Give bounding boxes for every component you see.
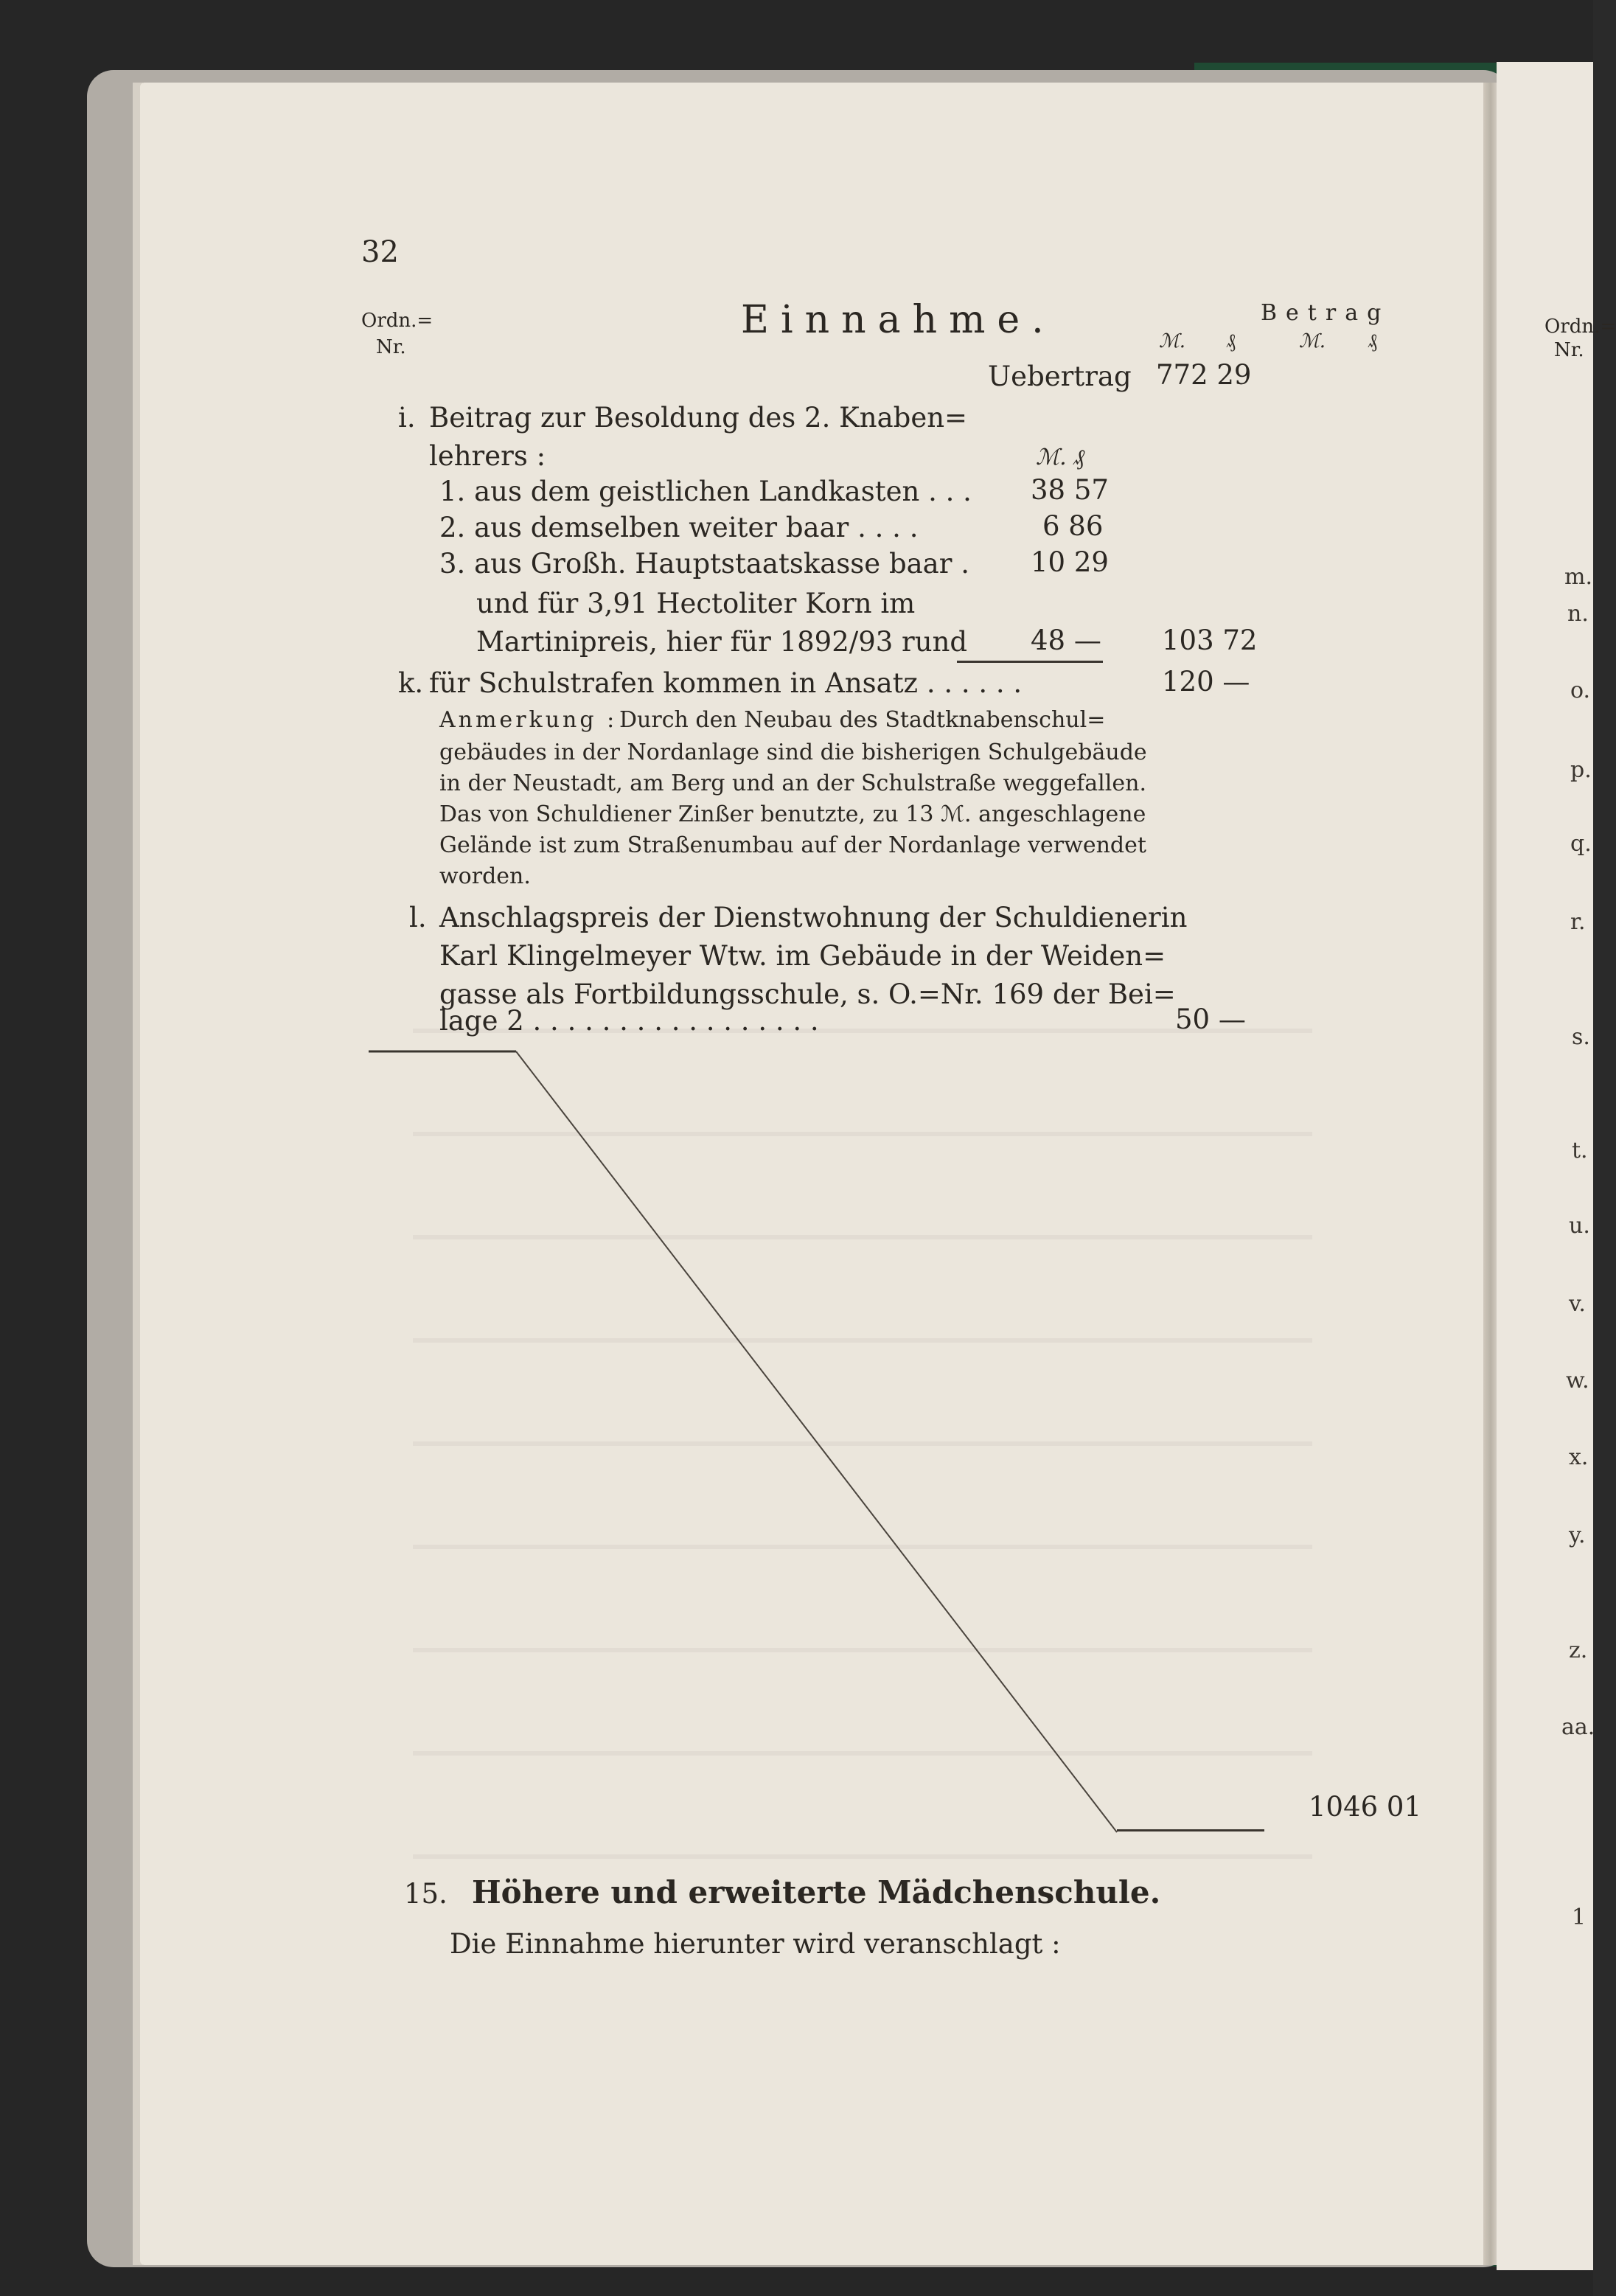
item-k-value: 120 — [1162,666,1250,698]
sub-row-4-text: und für 3,91 Hectoliter Korn im [476,588,916,619]
facing-letter-x: x. [1569,1444,1589,1470]
facing-ordn-line1: Ordn.= [1544,316,1616,338]
item-i-line1: Beitrag zur Besoldung des 2. Knaben= [429,402,968,434]
item-i-label: i. [398,402,416,434]
sub-units-header: ℳ. ₰ [1036,445,1085,470]
note-line-2: gebäudes in der Nordanlage sind die bisherigen Schulgebäude [439,740,1147,765]
facing-letter-t: t. [1572,1138,1588,1163]
item-l-line-4: lage 2 . . . . . . . . . . . . . . . . . [439,1005,819,1037]
facing-letter-w: w. [1566,1368,1589,1394]
facing-letter-m: m. [1564,564,1592,590]
section-title: Höhere und erweiterte Mädchenschule. [472,1874,1161,1910]
ordn-header-line1: Ordn.= [361,310,433,332]
sub-row-3-value: 10 29 [1031,546,1109,578]
sub-row-1-value: 38 57 [1031,474,1109,506]
item-l-label: l. [409,902,427,933]
sub-row-2-text: 2. aus demselben weiter baar . . . . [439,512,919,543]
item-k-label: k. [398,667,424,699]
sub-row-5-value: 48 — [1031,625,1101,656]
note-line-4: Das von Schuldiener Zinßer benutzte, zu 13 ℳ. angeschlagene [439,801,1146,827]
sub-row-3-text: 3. aus Großh. Hauptstaatskasse baar . [439,548,969,580]
grand-total-rule [1117,1829,1264,1831]
betrag-header: Betrag [1261,300,1390,326]
facing-letter-q: q. [1570,831,1592,857]
facing-letter-p: p. [1570,757,1592,783]
item-l-value: 50 — [1175,1003,1246,1035]
unit-pfennig-col2: ₰ [1368,330,1377,352]
unit-mark-col2: ℳ. [1299,330,1326,352]
sub-row-1-text: 1. aus dem geistlichen Landkasten . . . [439,476,972,507]
note-line-3: in der Neustadt, am Berg und an der Schulstraße weggefallen. [439,770,1146,796]
facing-ordn-line2: Nr. [1554,339,1584,361]
facing-letter-z: z. [1569,1638,1588,1663]
item-i-line2: lehrers : [429,440,546,472]
facing-letter-n: n. [1567,601,1589,627]
note-line-1: Durch den Neubau des Stadtknabenschul= [619,707,1106,733]
page-number: 32 [361,235,399,269]
item-k-text: für Schulstrafen kommen in Ansatz . . . . . . [429,667,1023,699]
item-l-line-3: gasse als Fortbildungsschule, s. O.=Nr. 169 der Bei= [439,978,1176,1010]
note-line-5: Gelände ist zum Straßenumbau auf der Nordanlage verwendet [439,832,1146,858]
section-intro: Die Einnahme hierunter wird veranschlagt : [450,1928,1061,1960]
unit-mark-col1: ℳ. [1159,330,1186,352]
section-number: 15. [404,1878,447,1910]
facing-letter-r: r. [1570,909,1586,935]
ordn-header-line2: Nr. [376,336,406,358]
facing-letter-u: u. [1569,1213,1590,1239]
sub-row-5-text: Martinipreis, hier für 1892/93 rund [476,626,968,658]
facing-number-1: 1 [1572,1904,1587,1930]
facing-letter-s: s. [1572,1024,1590,1050]
item-l-line-1: Anschlagspreis der Dienstwohnung der Schuldienerin [439,902,1188,933]
facing-letter-y: y. [1569,1523,1586,1548]
note-line-6: worden. [439,863,531,889]
facing-letter-v: v. [1569,1291,1586,1317]
grand-total: 1046 01 [1309,1791,1422,1823]
unit-pfennig-col1: ₰ [1226,330,1236,352]
page-title: Einnahme. [741,298,1056,342]
uebertrag-value: 772 29 [1156,359,1252,391]
note-label: Anmerkung : [439,707,618,733]
item-l-line-2: Karl Klingelmeyer Wtw. im Gebäude in der Weiden= [439,940,1166,972]
item-i-total: 103 72 [1162,625,1258,656]
uebertrag-label: Uebertrag [988,361,1132,392]
facing-letter-o: o. [1570,678,1591,703]
facing-letter-aa: aa. [1561,1714,1595,1740]
sub-row-2-value: 6 86 [1042,510,1104,542]
